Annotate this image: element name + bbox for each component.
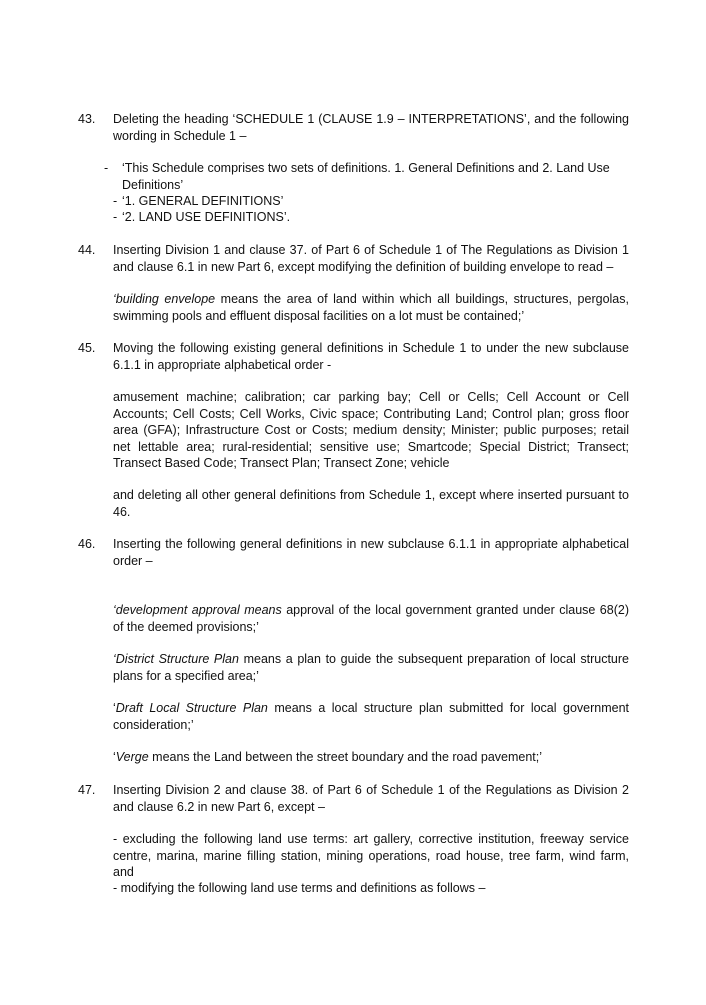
item-text: Inserting Division 2 and clause 38. of Part 6 of Schedule 1 of the Regulations as Division 2 and clause 6.2 in new Part 6, except – [113, 783, 629, 814]
item-text: Inserting the following general definitions in new subclause 6.1.1 in appropriate alphabetical order – [113, 537, 629, 568]
definition-paragraph: ‘development approval means approval of the local government granted under clause 68(2) of the deemed provisions;’ [113, 603, 629, 634]
definition-paragraph: ‘District Structure Plan means a plan to guide the subsequent preparation of local structure plans for a specified area;’ [113, 652, 629, 683]
item-text: Deleting the heading ‘SCHEDULE 1 (CLAUSE 1.9 – INTERPRETATIONS’, and the following wording in Schedule 1 – [113, 112, 629, 143]
item-number: 46. [78, 537, 96, 551]
definition-paragraph: ‘Verge means the Land between the street boundary and the road pavement;’ [113, 750, 543, 764]
item-number: 43. [78, 112, 96, 126]
item-number: 45. [78, 341, 96, 355]
list-item: - ‘1. GENERAL DEFINITIONS’ [113, 194, 284, 208]
definition-term: ‘building envelope [113, 292, 216, 306]
definition-terms-list: amusement machine; calibration; car parking bay; Cell or Cells; Cell Account or Cell Accounts; Cell Costs; Cell Works, Civic space; Contributing Land; Control plan; gross floor area (GFA); Infrastructure Cost or Costs; medium density; Minister; public purposes; retail net lettable area; rural-residential; sensitive use; Smartcode; Special District; Transect; Transect Based Code; Transect Plan; Transect Zone; vehicle [113, 390, 629, 470]
item-number: 47. [78, 783, 96, 797]
definition-paragraph: ‘building envelope means the area of land within which all buildings, structures, pergolas, swimming pools and effluent disposal facilities on a lot must be contained;’ [113, 292, 629, 323]
sub-item: - excluding the following land use terms: art gallery, corrective institution, freeway service centre, marina, marine filling station, mining operations, road house, tree farm, wind farm, and [113, 832, 629, 879]
item-text: Moving the following existing general definitions in Schedule 1 to under the new subclause 6.1.1 in appropriate alphabetical order - [113, 341, 629, 372]
list-item: - ‘2. LAND USE DEFINITIONS’. [113, 210, 291, 224]
closing-text: and deleting all other general definitions from Schedule 1, except where inserted pursuant to 46. [113, 488, 629, 519]
list-item: - ‘This Schedule comprises two sets of definitions. 1. General Definitions and 2. Land Use Definitions’ [104, 161, 610, 192]
item-text: Inserting Division 1 and clause 37. of Part 6 of Schedule 1 of The Regulations as Division 1 and clause 6.1 in new Part 6, except modifying the definition of building envelope to read – [113, 243, 629, 274]
item-number: 44. [78, 243, 96, 257]
sub-item: - modifying the following land use terms and definitions as follows – [113, 881, 486, 895]
definition-paragraph: ‘Draft Local Structure Plan means a local structure plan submitted for local government consideration;’ [113, 701, 630, 732]
